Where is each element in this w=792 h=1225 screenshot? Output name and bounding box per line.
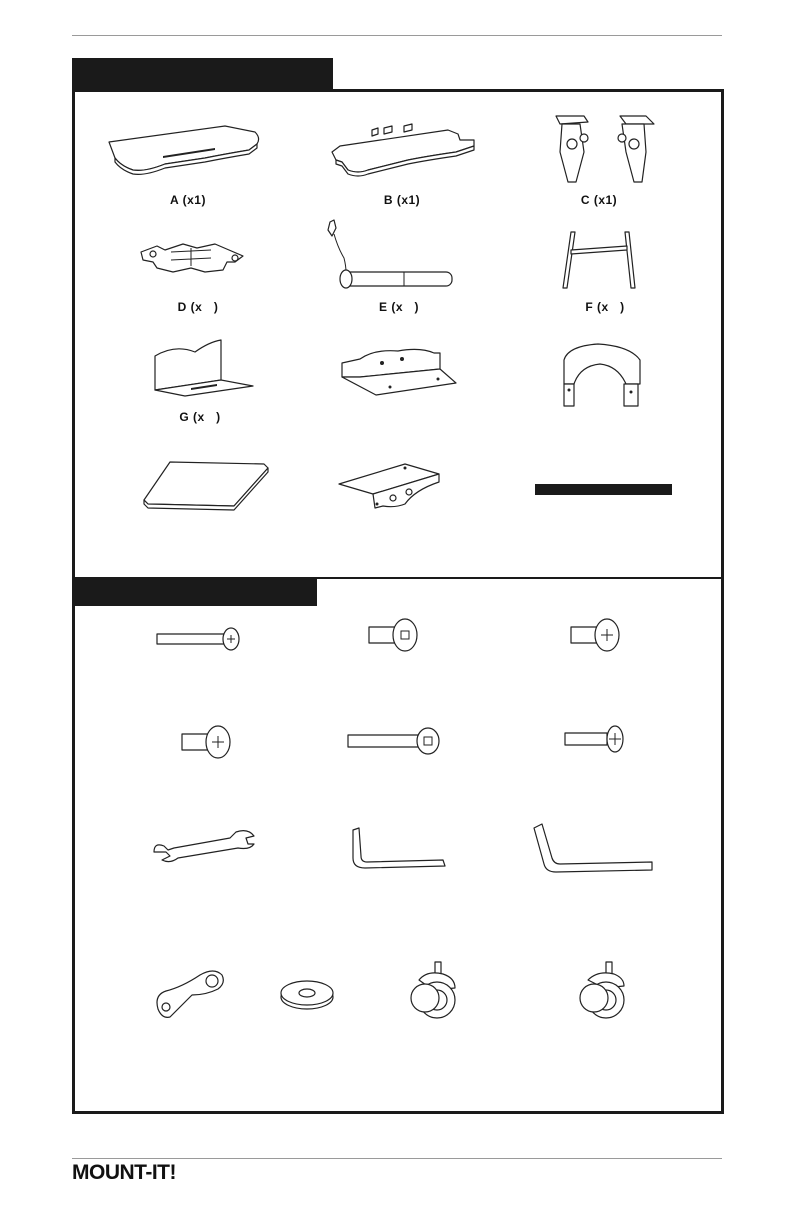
button-head-bolt-long-illustration	[346, 726, 442, 756]
part-g-cpu-holder-illustration	[145, 338, 255, 398]
part-clamp-illustration	[558, 340, 648, 412]
part-a-label: A (x1)	[170, 193, 206, 207]
part-c-label: C (x1)	[580, 193, 618, 207]
part-bracket-plate-illustration	[338, 347, 458, 403]
part-c-brackets-illustration	[550, 112, 660, 188]
pan-head-screw-illustration	[178, 724, 234, 760]
part-g-label: G (x )	[179, 410, 221, 424]
part-f-label: F (x )	[585, 300, 625, 314]
caster-wheel-large-illustration	[570, 958, 630, 1022]
flat-head-screw-long-illustration	[155, 626, 241, 652]
pan-head-screw-short-illustration	[567, 617, 623, 653]
part-mount-plate-illustration	[335, 460, 445, 516]
part-e-column-illustration	[324, 218, 458, 298]
part-f-base-frame-illustration	[555, 228, 645, 290]
part-a-desktop-illustration	[105, 118, 265, 182]
parts-section-tab	[72, 58, 333, 91]
wrench-illustration	[150, 828, 256, 864]
flat-head-screw-medium-illustration	[563, 724, 625, 754]
part-shelf-panel-illustration	[140, 458, 270, 516]
part-d-mechanism-illustration	[135, 238, 247, 278]
part-b-keyboard-tray-illustration	[328, 118, 478, 186]
part-d-label: D (x )	[177, 300, 219, 314]
part-b-label: B (x1)	[383, 193, 421, 207]
part-e-label: E (x )	[378, 300, 420, 314]
redaction-bar	[535, 484, 672, 495]
washer-illustration	[278, 978, 336, 1012]
header-rule	[72, 35, 722, 36]
hex-key-large-illustration	[530, 822, 656, 878]
mount-it-logo: MOUNT-IT!	[72, 1161, 176, 1184]
hex-key-small-illustration	[343, 826, 447, 872]
footer-rule	[72, 1158, 722, 1159]
caster-wheel-small-illustration	[403, 958, 463, 1022]
button-head-bolt-short-illustration	[365, 617, 421, 653]
cam-lever-illustration	[152, 965, 228, 1021]
